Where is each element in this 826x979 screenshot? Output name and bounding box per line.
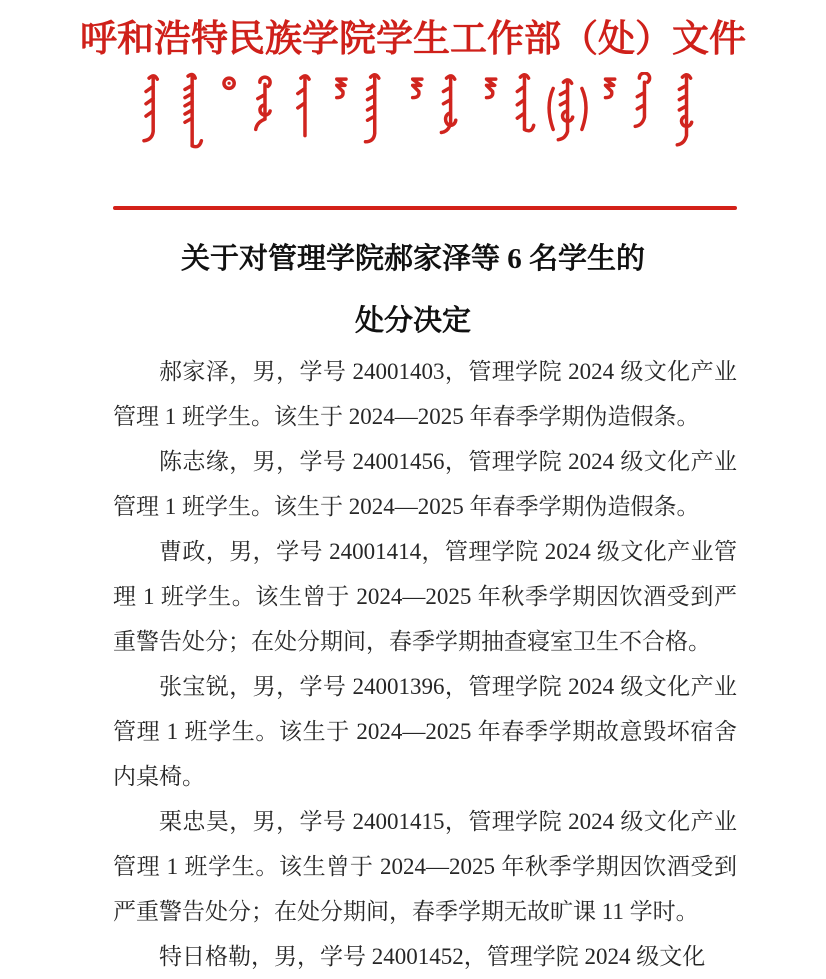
mongolian-script-banner-icon <box>128 72 724 152</box>
body-paragraph: 曹政，男，学号 24001414，管理学院 2024 级文化产业管理 1 班学生。该生曾于 2024—2025 年秋季学期因饮酒受到严重警告处分；在处分期间，春季学期抽查寝室卫生不合格。 <box>113 539 737 654</box>
body-paragraph: 张宝锐，男，学号 24001396，管理学院 2024 级文化产业管理 1 班学生。该生于 2024—2025 年春季学期故意毁坏宿舍内桌椅。 <box>113 674 737 789</box>
body-paragraph: 特日格勒，男，学号 24001452，管理学院 2024 级文化 <box>159 944 706 969</box>
body-paragraph: 郝家泽，男，学号 24001403，管理学院 2024 级文化产业管理 1 班学生。该生于 2024—2025 年春季学期伪造假条。 <box>113 359 737 429</box>
document-body <box>113 349 737 979</box>
body-paragraph: 栗忠昊，男，学号 24001415，管理学院 2024 级文化产业管理 1 班学生。该生曾于 2024—2025 年秋季学期因饮酒受到严重警告处分；在处分期间，春季学期无故旷课 11 学时。 <box>113 809 737 924</box>
document-title <box>0 228 826 352</box>
document-title-line2: 处分决定 <box>354 305 471 337</box>
body-paragraph: 陈志缘，男，学号 24001456，管理学院 2024 级文化产业管理 1 班学生。该生于 2024—2025 年春季学期伪造假条。 <box>113 449 737 519</box>
document-title-line1: 关于对管理学院郝家泽等 6 名学生的 <box>180 243 645 275</box>
letterhead-title: 呼和浩特民族学院学生工作部（处）文件 <box>80 19 746 60</box>
red-separator-rule <box>113 206 737 210</box>
